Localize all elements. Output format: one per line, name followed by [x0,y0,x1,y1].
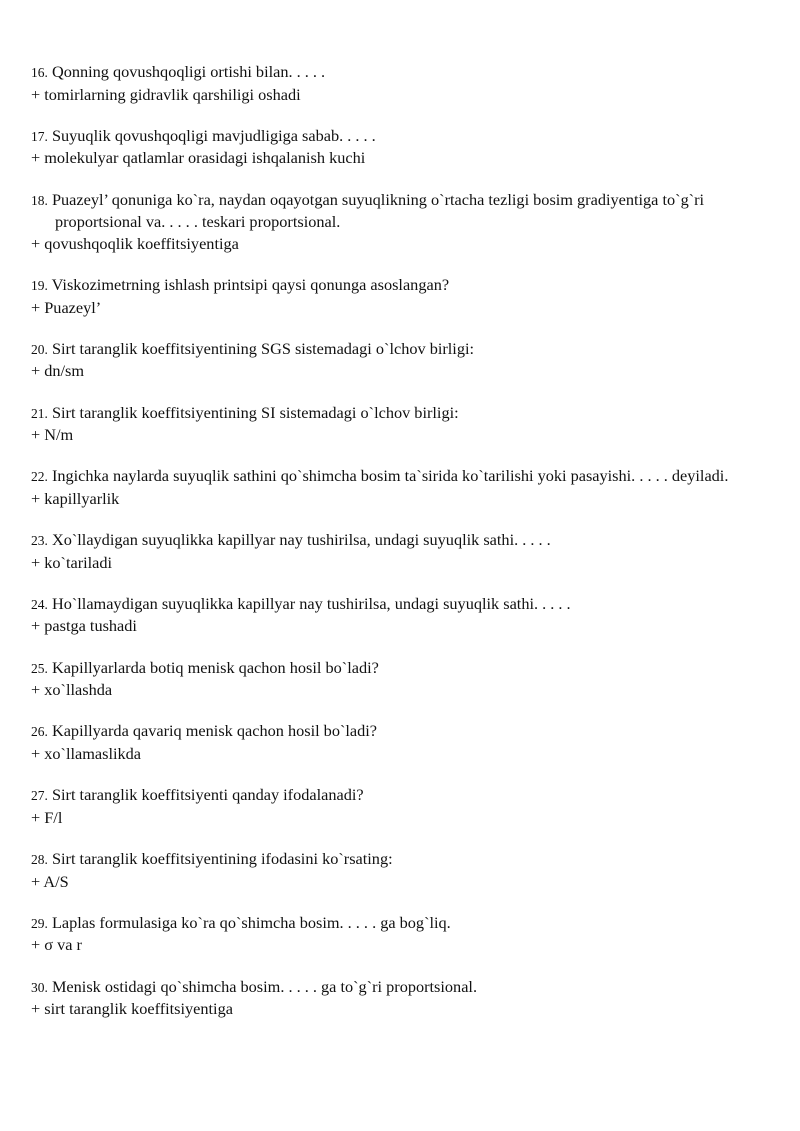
question-number: 30. [31,979,48,995]
question-text [31,912,776,935]
answer-text: + kapillyarlik [31,488,120,508]
question-item [31,61,776,105]
question-text [31,189,776,233]
question-number: 18. [31,192,48,208]
question-body: Sirt taranglik koeffitsiyentining ifodasini ko`rsating: [51,848,393,868]
question-item [31,657,776,701]
question-item [31,465,776,509]
question-number: 27. [31,788,48,804]
answer-text: + xo`llashda [31,680,113,700]
question-item [31,720,776,764]
answer-text: + qovushqoqlik koeffitsiyentiga [31,233,239,253]
question-item [31,848,776,892]
question-number: 17. [31,128,48,144]
answer-text: + pastga tushadi [31,616,137,636]
question-body: Kapillyarda qavariq menisk qachon hosil bo`ladi? [51,721,378,741]
question-number: 20. [31,341,48,357]
question-body: Sirt taranglik koeffitsiyentining SI sistemadagi o`lchov birligi: [51,402,459,422]
question-item [31,593,776,637]
answer-text: + F/l [31,807,63,827]
question-text [31,274,776,297]
question-body: Ho`llamaydigan suyuqlikka kapillyar nay tushirilsa, undagi suyuqlik sathi. . . . . [51,593,571,613]
question-text [31,657,776,680]
question-number: 21. [31,405,48,421]
answer-text: + A/S [31,871,69,891]
question-text [31,784,776,807]
question-item [31,125,776,169]
question-item [31,529,776,573]
question-body: Laplas formulasiga ko`ra qo`shimcha bosim. . . . . ga bog`liq. [51,912,451,932]
answer-text: + sirt taranglik koeffitsiyentiga [31,999,233,1019]
question-text [31,720,776,743]
question-number: 16. [31,65,48,80]
question-body: Xo`llaydigan suyuqlikka kapillyar nay tushirilsa, undagi suyuqlik sathi. . . . . [51,530,551,550]
question-item [31,784,776,828]
question-body: Suyuqlik qovushqoqligi mavjudligiga sabab. . . . . [51,125,376,145]
question-item [31,912,776,956]
question-body: Sirt taranglik koeffitsiyenti qanday ifodalanadi? [51,785,364,805]
question-item [31,189,776,255]
question-text [31,465,776,488]
question-number: 25. [31,660,48,676]
question-body: Viskozimetrning ishlash printsipi qaysi qonunga asoslangan? [51,274,450,294]
answer-text: + σ va r [31,935,82,955]
question-number: 26. [31,724,48,740]
answer-text: + tomirlarning gidravlik qarshiligi oshadi [31,84,301,104]
answer-text: + N/m [31,425,74,445]
question-body: Sirt taranglik koeffitsiyentining SGS sistemadagi o`lchov birligi: [51,338,475,358]
question-list [31,61,776,1039]
answer-text: + Puazeyl’ [31,297,102,317]
question-item [31,402,776,446]
question-body: Kapillyarlarda botiq menisk qachon hosil bo`ladi? [51,657,379,677]
question-text [31,848,776,871]
question-number: 19. [31,277,48,293]
question-body: Puazeyl’ qonuniga ko`ra, naydan oqayotgan suyuqlikning o`rtacha tezligi bosim gradiyentiga to`g`ri proportsional va. . . . . teskari proportsional. [51,189,705,232]
question-body: Menisk ostidagi qo`shimcha bosim. . . . . ga to`g`ri proportsional. [51,976,478,996]
question-text [31,402,776,425]
question-text [31,529,776,552]
question-text [31,593,776,616]
answer-text: + molekulyar qatlamlar orasidagi ishqalanish kuchi [31,148,366,168]
question-text [31,61,776,84]
answer-text: + dn/sm [31,361,85,381]
question-number: 29. [31,915,48,931]
answer-text: + xo`llamaslikda [31,744,142,763]
question-number: 28. [31,851,48,867]
question-text [31,976,776,999]
question-item [31,338,776,382]
question-text [31,125,776,148]
answer-text: + ko`tariladi [31,552,113,572]
question-item [31,274,776,318]
question-body: Ingichka naylarda suyuqlik sathini qo`shimcha bosim ta`sirida ko`tarilishi yoki pasayishi. . . . . deyiladi. [51,466,729,486]
question-number: 23. [31,533,48,549]
question-item [31,976,776,1020]
question-number: 24. [31,596,48,612]
question-text [31,338,776,361]
question-body: Qonning qovushqoqligi ortishi bilan. . . . . [51,62,326,81]
question-number: 22. [31,469,48,485]
